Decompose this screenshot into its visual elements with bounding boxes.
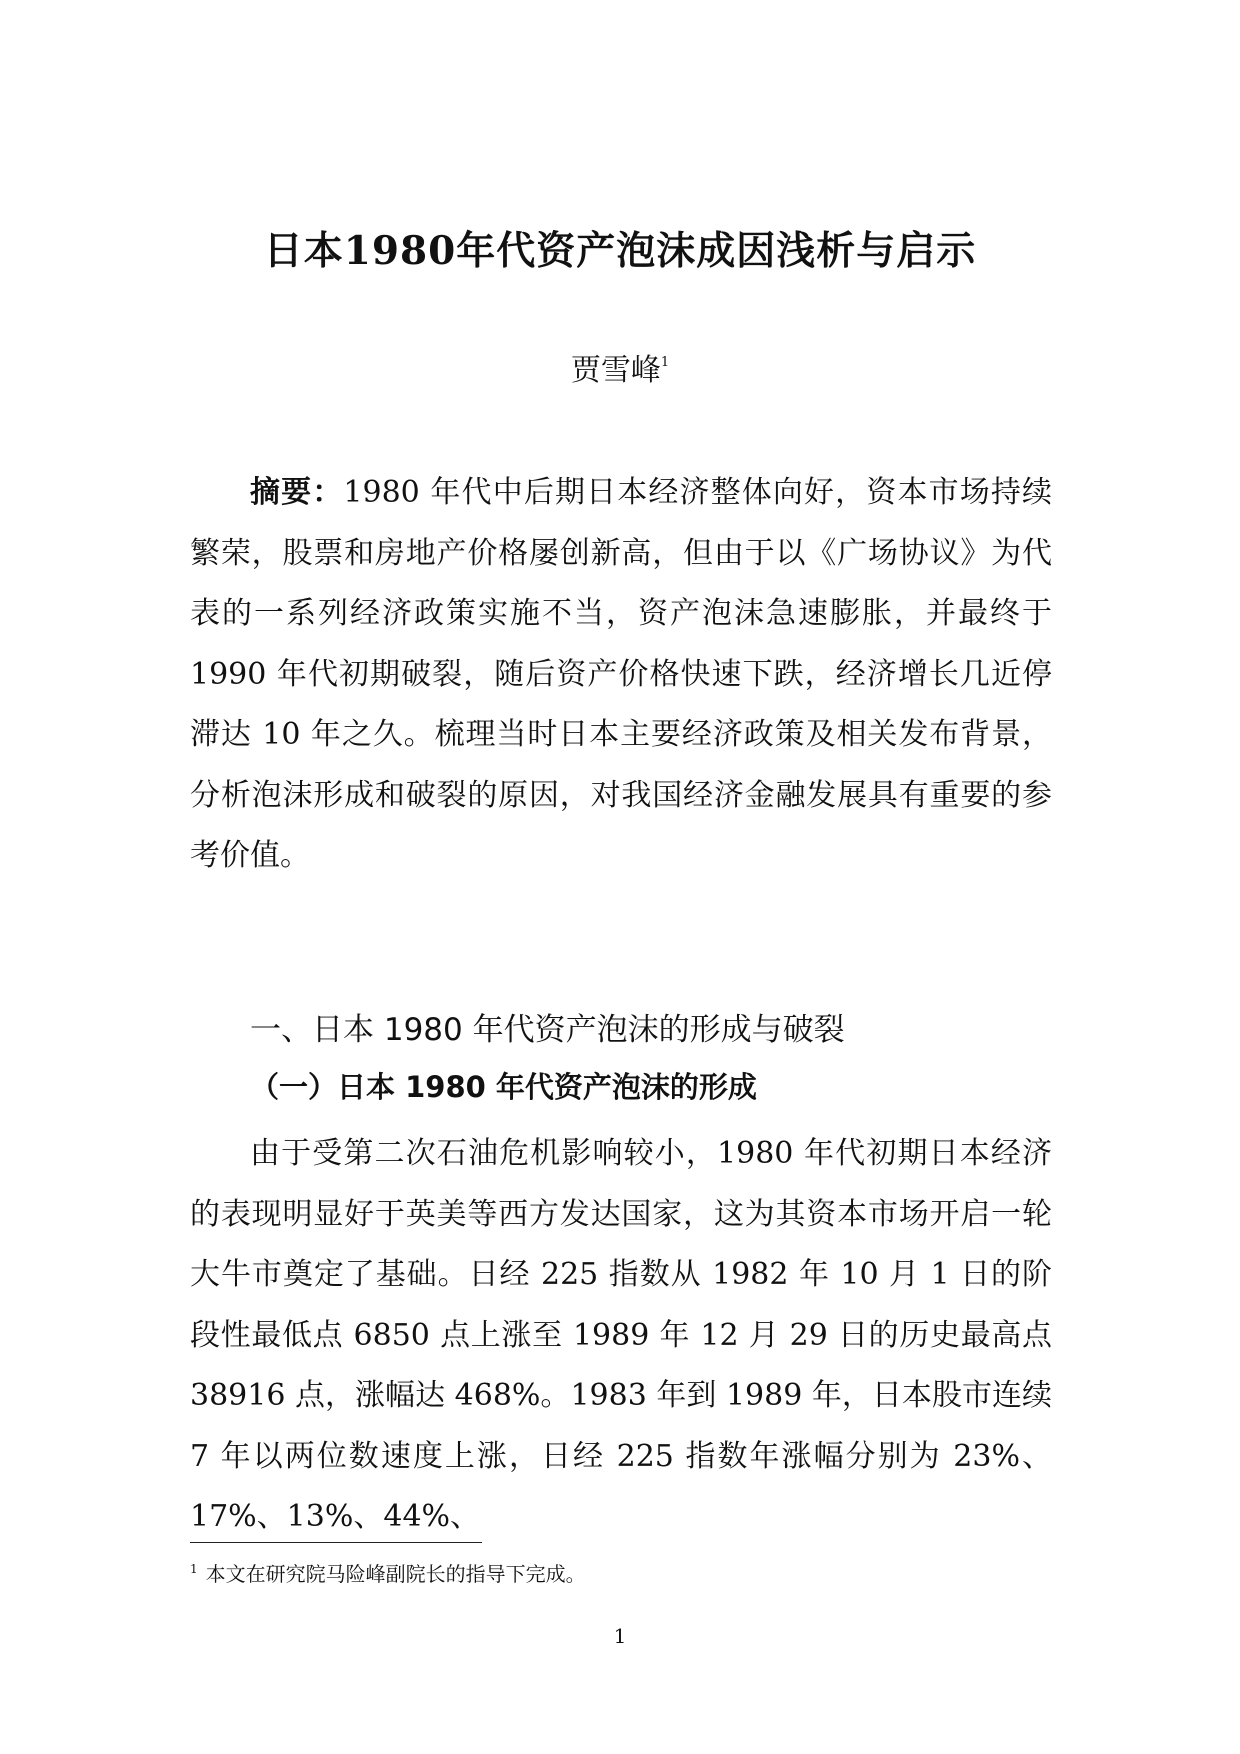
footnote [190, 1558, 586, 1587]
author-footnote-marker: 1 [660, 355, 670, 370]
section-heading: 一、日本 1980 年代资产泡沫的形成与破裂 [250, 1012, 845, 1048]
author-line [0, 345, 1240, 389]
abstract-text: 1980 年代中后期日本经济整体向好，资本市场持续繁荣，股票和房地产价格屡创新高，但由于以《广场协议》为代表的一系列经济政策实施不当，资产泡沫急速膨胀，并最终于1990 年代初期破裂，随后资产价格快速下跌，经济增长几近停滞达 10 年之久。梳理当时日本主要经济政策及相关发布背景，分析泡沫形成和破裂的原因，对我国经济金融发展具有重要的参考价值。 [190, 475, 1052, 873]
page-number: 1 [613, 1624, 627, 1648]
footnote-text: 本文在研究院马险峰副院长的指导下完成。 [205, 1562, 586, 1586]
abstract-label: 摘要： [250, 475, 344, 510]
body-paragraph: 由于受第二次石油危机影响较小，1980 年代初期日本经济的表现明显好于英美等西方发达国家，这为其资本市场开启一轮大牛市奠定了基础。日经 225 指数从 1982 年 10 月 1 日的阶段性最低点 6850 点上涨至 1989 年 12 月 29 日的历史最高点 38916 点，涨幅达 468%。1983 年到 1989 年，日本股市连续 7 年以两位数速度上涨，日经 225 指数年涨幅分别为 23%、17%、13%、44%、 [190, 1136, 1052, 1534]
abstract-paragraph [190, 463, 1052, 887]
footnote-marker: 1 [190, 1562, 198, 1576]
author-name: 贾雪峰 [570, 353, 661, 388]
subsection-heading: （一）日本 1980 年代资产泡沫的形成 [250, 1070, 757, 1104]
paper-title: 日本1980年代资产泡沫成因浅析与启示 [263, 228, 977, 274]
footnote-divider [190, 1542, 482, 1543]
